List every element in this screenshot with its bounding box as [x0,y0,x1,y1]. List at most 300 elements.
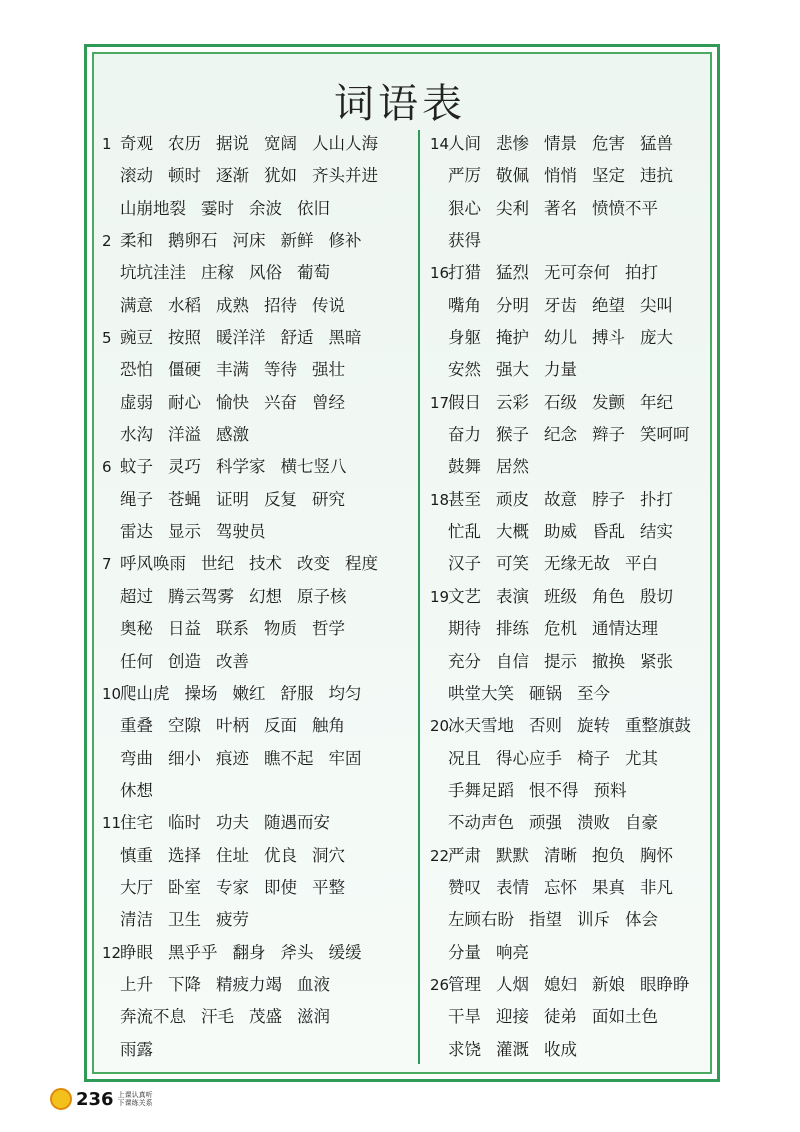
word-list-line [102,257,412,289]
vocab-word: 砸锅 [529,683,562,703]
word-group [120,484,360,516]
vocab-word: 汗毛 [201,1007,234,1027]
vocab-word: 庞大 [640,328,673,348]
word-list-line [430,904,710,936]
vocab-word: 居然 [496,457,529,477]
vocab-word: 昏乱 [592,522,625,542]
vocab-word: 愉快 [216,392,249,412]
footer-slogan-line-1: 上课认真听 [117,1091,153,1099]
word-group [120,904,264,936]
vocab-word: 旋转 [577,716,610,736]
word-group [120,1034,168,1066]
vocab-word: 精疲力竭 [216,974,282,994]
vocab-word: 耐心 [168,392,201,412]
word-list-line [430,678,710,710]
word-list-line [102,548,412,580]
vocab-word: 狠心 [448,198,481,218]
vocab-word: 自豪 [625,813,658,833]
vocab-word: 强壮 [312,360,345,380]
word-group [448,646,688,678]
vocab-word: 平整 [312,877,345,897]
vocab-word: 否则 [529,716,562,736]
page-footer [50,1086,153,1112]
vocab-word: 滋润 [297,1007,330,1027]
word-group [120,969,345,1001]
lesson-number: 7 [102,555,112,574]
vocab-word: 期待 [448,619,481,639]
vocab-word: 修补 [328,231,362,251]
vocab-word: 奋力 [448,425,481,445]
vocab-word: 猛烈 [496,263,529,283]
word-group [120,290,360,322]
word-group [448,937,544,969]
word-list-line [430,128,710,160]
vocab-word: 暖洋洋 [216,328,266,348]
word-group [120,613,360,645]
word-list-line [102,1034,412,1066]
word-list-line [430,354,710,386]
vocab-word: 苍蝇 [168,489,201,509]
vocab-word: 绝望 [592,295,625,315]
vocab-word: 管理 [448,974,481,994]
vocab-word: 等待 [264,360,297,380]
vocab-word: 手舞足蹈 [448,780,514,800]
vocab-word: 显示 [168,522,201,542]
vocab-word: 痕迹 [216,748,249,768]
vocab-word: 茂盛 [249,1007,282,1027]
vocab-word: 抱负 [592,845,625,865]
vocab-word: 分量 [448,942,481,962]
word-list-line [102,646,412,678]
vocab-word: 雷达 [120,522,153,542]
word-group [120,807,345,839]
vocab-word: 嫩红 [232,683,266,703]
vocab-word: 空隙 [168,716,201,736]
word-group [448,710,706,742]
vocab-word: 至今 [577,683,610,703]
vocab-word: 叶柄 [216,716,249,736]
vocab-word: 柔和 [120,231,153,251]
word-list-line [102,678,412,710]
vocab-word: 故意 [544,489,577,509]
vocab-word: 水沟 [120,425,153,445]
vocab-word: 河床 [232,231,266,251]
lesson-number: 26 [430,975,450,994]
word-list-line [102,1001,412,1033]
vocab-word: 顽强 [529,813,562,833]
vocab-word: 危机 [544,619,577,639]
word-list-line [430,290,710,322]
vocab-word: 优良 [264,845,297,865]
vocab-word: 悲惨 [496,134,529,153]
vocab-word: 清晰 [544,845,577,865]
vocab-word: 分明 [496,295,529,315]
mascot-logo [50,1088,72,1110]
vocab-word: 猴子 [496,425,529,445]
word-group [448,128,688,160]
vocab-word: 掩护 [496,328,529,348]
vocab-word: 舒服 [280,683,314,703]
word-list-line [430,872,710,904]
vocab-word: 愤愤不平 [592,198,658,218]
vocab-word: 山崩地裂 [120,198,186,218]
vocab-word: 况且 [448,748,481,768]
vocab-word: 扑打 [640,489,673,509]
word-group [120,775,168,807]
vocab-word: 日益 [168,619,201,639]
word-list-line [102,581,412,613]
vocab-word: 技术 [249,554,282,574]
word-group [448,419,705,451]
vocab-word: 科学家 [216,457,266,477]
vocab-word: 文艺 [448,586,481,606]
vocab-word: 风俗 [249,263,282,283]
lesson-number: 16 [430,264,450,283]
vocab-word: 危害 [592,134,625,153]
vocab-word: 徒弟 [544,1007,577,1027]
word-group [448,807,673,839]
lesson-number: 1 [102,135,112,153]
word-group [120,678,377,710]
vocab-word: 违抗 [640,166,673,186]
word-list-line [430,548,710,580]
vocab-word: 幻想 [249,586,282,606]
word-group [120,387,360,419]
vocab-word: 嘴角 [448,295,481,315]
vocab-word: 顽皮 [496,489,529,509]
vocab-word: 感激 [216,425,249,445]
vocab-word: 撤换 [592,651,625,671]
word-group [120,354,360,386]
lesson-number: 22 [430,846,450,865]
vocab-word: 幼儿 [544,328,577,348]
vocab-word: 年纪 [640,392,673,412]
vocab-word: 人烟 [496,974,529,994]
vocab-word: 弯曲 [120,748,153,768]
vocab-word: 打猎 [448,263,481,283]
word-list-line [102,710,412,742]
vocab-word: 驾驶员 [216,522,266,542]
vocab-word: 充分 [448,651,481,671]
left-column [102,128,412,1066]
vocab-word: 著名 [544,198,577,218]
lesson-number: 2 [102,232,112,251]
vocab-word: 下降 [168,974,201,994]
word-list-line [430,581,710,613]
vocab-word: 联系 [216,619,249,639]
vocab-word: 敬佩 [496,166,529,186]
vocab-word: 葡萄 [297,263,330,283]
lesson-number: 18 [430,490,450,509]
vocab-word: 住宅 [120,813,153,833]
vocab-word: 哲学 [312,619,345,639]
word-group [448,969,705,1001]
vocab-word: 排练 [496,619,529,639]
lesson-number: 10 [102,684,122,703]
vocab-word: 提示 [544,651,577,671]
word-list-line [430,840,710,872]
vocab-word: 严厉 [448,166,481,186]
word-group [448,193,673,225]
vocab-word: 预料 [593,780,627,800]
lesson-number: 12 [102,943,122,962]
vocab-word: 睁眼 [120,942,153,962]
word-group [120,840,360,872]
vocab-word: 斧头 [280,942,314,962]
word-group [120,1001,345,1033]
word-group [448,322,688,354]
vocab-word: 奇观 [120,134,153,153]
word-list-line [102,937,412,969]
vocab-word: 传说 [312,295,345,315]
vocab-word: 结实 [640,522,673,542]
word-group [120,128,393,160]
vocab-word: 力量 [544,360,577,380]
word-list-line [102,451,412,483]
vocab-word: 霎时 [201,198,234,218]
vocab-word: 腾云驾雾 [168,586,234,606]
vocab-word: 默默 [496,845,529,865]
lesson-number: 5 [102,329,112,348]
vocab-word: 牢固 [328,748,362,768]
word-list-line [102,387,412,419]
vocab-word: 虚弱 [120,392,153,412]
vocab-word: 忘怀 [544,877,577,897]
vocab-word: 辫子 [592,425,625,445]
word-list-line [102,160,412,192]
word-list-line [430,193,710,225]
vocab-word: 研究 [312,489,345,509]
word-group [120,743,377,775]
vocab-word: 细小 [168,748,201,768]
vocab-word: 缓缓 [328,942,362,962]
word-group [120,225,377,257]
vocab-word: 血液 [297,974,330,994]
vocab-word: 恐怕 [120,360,153,380]
vocab-word: 恨不得 [529,780,579,800]
vocab-word: 悄悄 [544,166,577,186]
vocab-word: 表情 [496,877,529,897]
right-column [430,128,710,1066]
vocab-word: 功夫 [216,813,249,833]
vocab-word: 情景 [544,134,577,153]
vocab-word: 宽阔 [264,134,297,153]
vocab-word: 面如土色 [592,1007,658,1027]
lesson-number: 19 [430,587,450,606]
vocab-word: 原子核 [297,586,347,606]
word-group [448,613,673,645]
word-group [448,1034,592,1066]
vocab-word: 顿时 [168,166,201,186]
vocab-word: 非凡 [640,877,673,897]
word-list-line [430,322,710,354]
word-list-line [430,646,710,678]
vocab-word: 体会 [625,910,658,930]
word-group [120,516,281,548]
word-group [448,225,496,257]
word-list-line [102,775,412,807]
vocab-word: 选择 [168,845,201,865]
vocab-word: 尖叫 [640,295,673,315]
vocab-word: 呼风唤雨 [120,554,186,574]
word-group [120,322,377,354]
word-list-line [430,257,710,289]
vocab-word: 哄堂大笑 [448,683,514,703]
vocab-word: 满意 [120,295,153,315]
vocab-word: 招待 [264,295,297,315]
vocab-word: 班级 [544,586,577,606]
vocab-word: 慎重 [120,845,153,865]
word-group [120,937,377,969]
word-list-line [102,193,412,225]
vocab-word: 曾经 [312,392,345,412]
vocab-word: 证明 [216,489,249,509]
word-group [448,775,642,807]
vocab-word: 上升 [120,974,153,994]
vocab-word: 坚定 [592,166,625,186]
word-group [448,290,688,322]
column-divider [418,130,420,1064]
vocab-word: 爬山虎 [120,683,170,703]
vocab-word: 自信 [496,651,529,671]
vocab-word: 舒适 [280,328,314,348]
vocab-word: 获得 [448,231,481,251]
vocab-word: 农历 [168,134,201,153]
vocab-word: 随遇而安 [264,813,330,833]
vocab-word: 尤其 [625,748,658,768]
word-list-line [430,160,710,192]
word-list-line [102,290,412,322]
vocab-word: 紧张 [640,651,673,671]
vocab-word: 甚至 [448,489,481,509]
vocab-word: 猛兽 [640,134,673,153]
vocab-word: 牙齿 [544,295,577,315]
vocab-word: 洋溢 [168,425,201,445]
word-group [120,257,345,289]
vocab-word: 水稻 [168,295,201,315]
vocab-word: 翻身 [232,942,266,962]
vocab-word: 重整旗鼓 [625,716,691,736]
vocab-word: 丰满 [216,360,249,380]
vocab-word: 黑暗 [328,328,362,348]
page-number: 236 [76,1088,114,1110]
vocab-word: 严肃 [448,845,481,865]
vocab-word: 椅子 [577,748,610,768]
vocab-word: 迎接 [496,1007,529,1027]
vocab-word: 犹如 [264,166,297,186]
vocab-word: 赞叹 [448,877,481,897]
vocab-word: 左顾右盼 [448,910,514,930]
word-list-line [102,969,412,1001]
vocab-word: 云彩 [496,392,529,412]
vocab-word: 发颤 [592,392,625,412]
vocab-word: 世纪 [201,554,234,574]
vocab-word: 操场 [184,683,218,703]
word-list-line [430,484,710,516]
word-list-line [102,840,412,872]
word-list-line [430,516,710,548]
vocab-word: 疲劳 [216,910,249,930]
vocab-word: 按照 [168,328,201,348]
vocab-word: 可笑 [496,554,529,574]
vocab-word: 鹅卵石 [168,231,218,251]
vocab-word: 尖利 [496,198,529,218]
vocab-word: 收成 [544,1039,577,1059]
vocab-word: 均匀 [328,683,362,703]
vocab-word: 奥秘 [120,619,153,639]
word-group [120,160,393,192]
vocab-word: 冰天雪地 [448,716,514,736]
word-list-line [102,807,412,839]
vocab-word: 媳妇 [544,974,577,994]
word-list-line [430,225,710,257]
vocab-word: 拍打 [625,263,658,283]
vocab-word: 响亮 [496,942,529,962]
page-title: 词语表 [334,81,466,127]
vocab-word: 反面 [264,716,297,736]
word-list-line [102,484,412,516]
vocab-word: 忙乱 [448,522,481,542]
word-list-line [430,807,710,839]
vocab-word: 奔流不息 [120,1007,186,1027]
word-list-line [430,613,710,645]
word-group [448,548,673,580]
vocab-word: 强大 [496,360,529,380]
word-list-line [102,743,412,775]
vocab-word: 僵硬 [168,360,201,380]
vocab-word: 超过 [120,586,153,606]
vocab-word: 依旧 [297,198,330,218]
vocab-word: 石级 [544,392,577,412]
vocab-word: 假日 [448,392,481,412]
vocab-word: 住址 [216,845,249,865]
vocab-word: 纪念 [544,425,577,445]
vocab-word: 临时 [168,813,201,833]
footer-slogan-line-2: 下课练关系 [117,1099,153,1107]
vocab-word: 安然 [448,360,481,380]
word-list-line [430,1034,710,1066]
word-group [448,581,688,613]
vocab-word: 果真 [592,877,625,897]
vocab-word: 物质 [264,619,297,639]
vocab-word: 齐头并进 [312,166,378,186]
vocab-word: 表演 [496,586,529,606]
vocab-word: 干旱 [448,1007,481,1027]
vocab-word: 平白 [625,554,658,574]
footer-slogan [118,1091,153,1107]
word-group [120,548,393,580]
vocab-word: 蚊子 [120,457,153,477]
vocab-word: 洞穴 [312,845,345,865]
vocab-word: 指望 [529,910,562,930]
word-group [120,419,264,451]
vocab-word: 雨露 [120,1039,153,1059]
vocab-word: 瞧不起 [264,748,314,768]
vocab-word: 即使 [264,877,297,897]
lesson-number: 6 [102,458,112,477]
vocab-word: 笑呵呵 [640,425,690,445]
word-group [448,743,673,775]
vocab-word: 无可奈何 [544,263,610,283]
vocab-word: 横七竖八 [280,457,347,477]
word-group [448,516,688,548]
word-list-line [102,322,412,354]
vocab-word: 灌溉 [496,1039,529,1059]
vocab-word: 兴奋 [264,392,297,412]
vocab-word: 卧室 [168,877,201,897]
vocab-word: 无缘无故 [544,554,610,574]
vocab-word: 训斥 [577,910,610,930]
